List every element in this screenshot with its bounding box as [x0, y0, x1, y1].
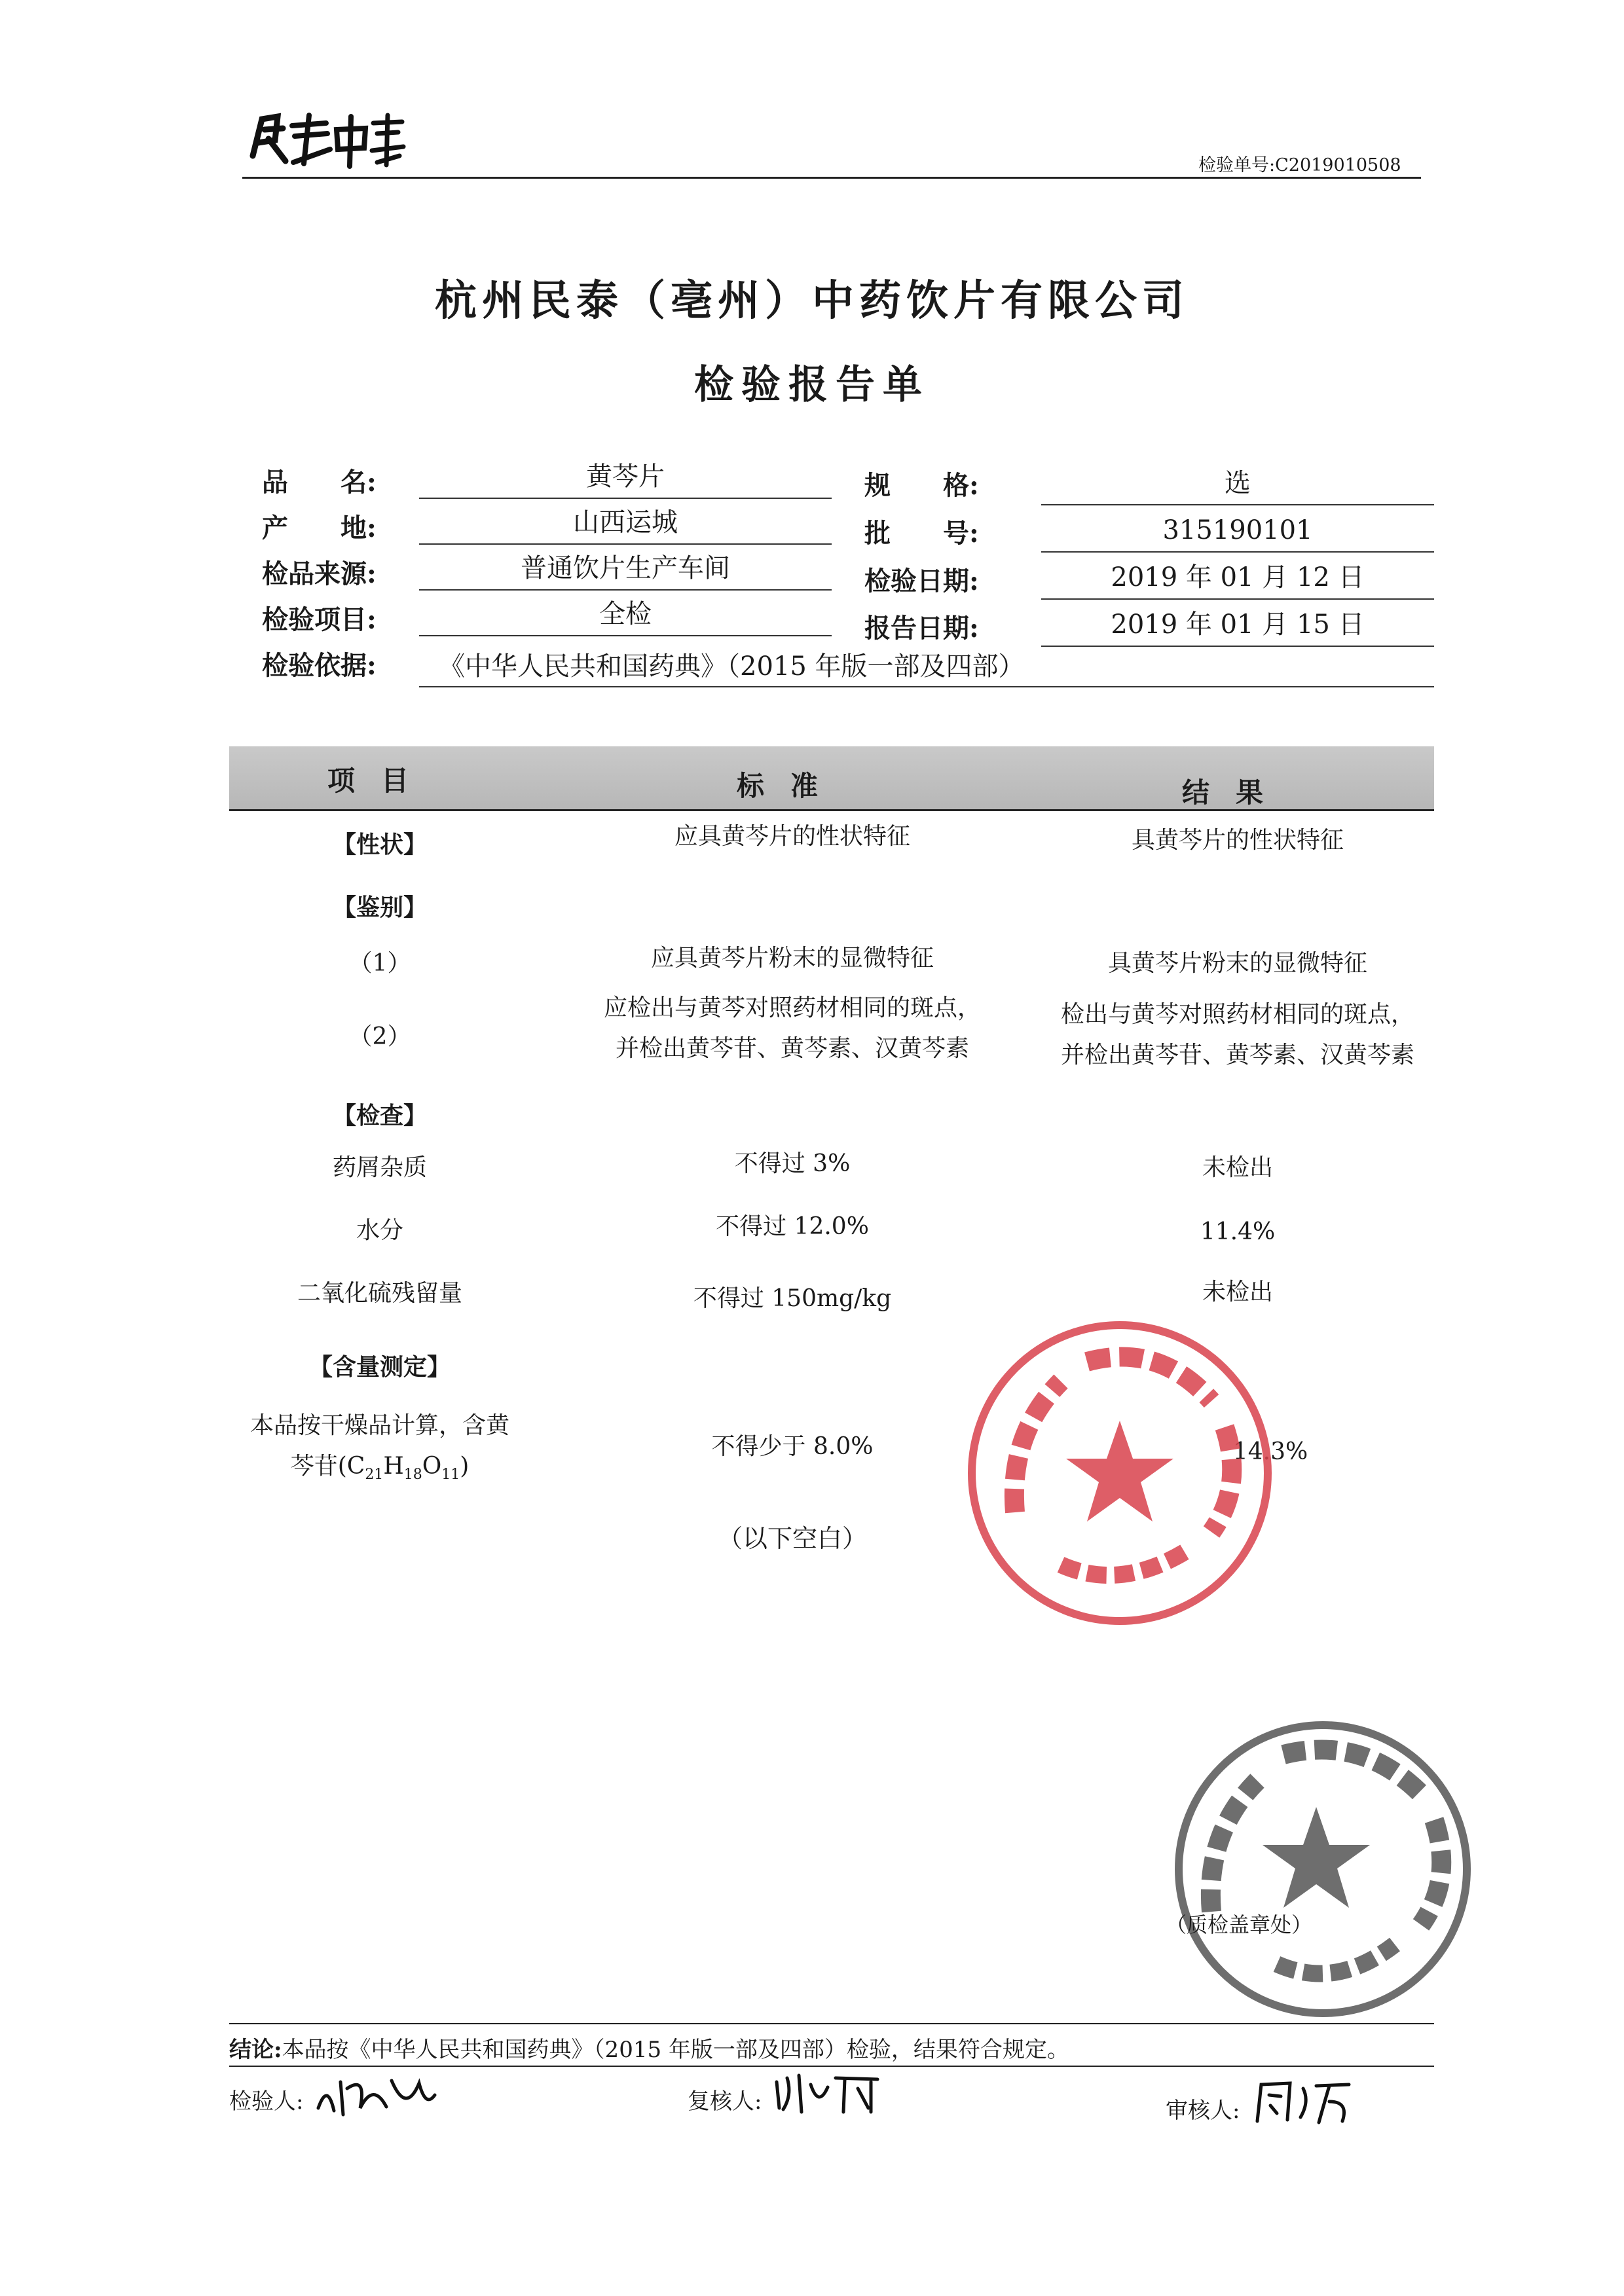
product-name-label: 品 名: — [262, 467, 377, 498]
section-inspection: 【检查】 — [332, 1102, 427, 1129]
item-value: 全检 — [419, 596, 832, 636]
inspection-row-result: 11.4% — [1200, 1218, 1276, 1245]
character-standard: 应具黄芩片的性状特征 — [674, 823, 910, 850]
inspection-row-item: 药屑杂质 — [332, 1154, 427, 1181]
identification-2-standard-line2: 并检出黄芩苷、黄芩素、汉黄芩素 — [615, 1035, 969, 1062]
approver-label: 审核人: — [1166, 2098, 1240, 2124]
identification-1-result: 具黄芩片粉末的显微特征 — [1107, 950, 1367, 977]
assay-item-line2 — [223, 1446, 537, 1496]
stamp-note: （质检盖章处） — [1166, 1912, 1313, 1937]
assay-formula-sub: 21 — [365, 1467, 384, 1484]
footer-rule-bottom — [229, 2066, 1434, 2067]
inspector-signature — [314, 2069, 439, 2124]
test-date-label: 检验日期: — [864, 566, 979, 596]
inspector-label: 检验人: — [229, 2088, 304, 2115]
origin-label: 产 地: — [262, 513, 377, 543]
report-number — [1198, 151, 1401, 176]
inspection-row-standard: 不得过 3% — [734, 1150, 851, 1177]
report-date-label: 报告日期: — [864, 613, 979, 644]
basis-value: 《中华人民共和国药典》（2015 年版一部及四部） — [419, 648, 1434, 687]
item-label: 检验项目: — [262, 604, 377, 635]
quality-seal — [963, 1316, 1277, 1630]
assay-formula-prefix: 芩苷(C — [290, 1453, 365, 1480]
reviewer-label: 复核人: — [688, 2088, 762, 2115]
document-title: 检验报告单 — [694, 362, 930, 408]
identification-1-label: （1） — [348, 950, 411, 977]
section-character: 【性状】 — [332, 831, 427, 858]
spec-value: 选 — [1041, 465, 1434, 505]
report-date-value: 2019 年 01 月 15 日 — [1041, 606, 1434, 647]
footer-rule-top — [229, 2023, 1434, 2024]
assay-standard: 不得少于 8.0% — [711, 1433, 874, 1460]
identification-1-standard: 应具黄芩片粉末的显微特征 — [650, 945, 934, 972]
assay-result: 14.3% — [1232, 1438, 1308, 1465]
inspection-row-result: 未检出 — [1202, 1279, 1273, 1305]
company-name: 杭州民泰（亳州）中药饮片有限公司 — [435, 276, 1189, 325]
col-header-item: 项目 — [327, 765, 435, 797]
identification-2-label: （2） — [348, 1023, 411, 1050]
section-identification: 【鉴别】 — [332, 894, 427, 921]
blank-note: （以下空白） — [717, 1524, 867, 1553]
identification-2-result-line2: 并检出黄芩苷、黄芩素、汉黄芩素 — [1060, 1042, 1414, 1068]
assay-formula-element: H — [383, 1453, 404, 1480]
assay-formula-element: O — [422, 1453, 442, 1480]
assay-formula-sub: 11 — [441, 1467, 460, 1484]
inspection-row-item: 水分 — [356, 1217, 403, 1244]
approver-signature — [1251, 2075, 1356, 2130]
reviewer-signature — [773, 2069, 884, 2117]
header-rule — [242, 177, 1421, 179]
inspection-row-item: 二氧化硫残留量 — [297, 1280, 462, 1307]
origin-value: 山西运城 — [419, 504, 832, 545]
assay-formula-suffix: ) — [460, 1453, 470, 1480]
identification-2-standard-line1: 应检出与黄芩对照药材相同的斑点， — [603, 994, 981, 1021]
conclusion-text: 本品按《中华人民共和国药典》（2015 年版一部及四部）检验，结果符合规定。 — [282, 2037, 1069, 2063]
source-value: 普通饮片生产车间 — [419, 550, 832, 591]
col-header-standard: 标准 — [737, 770, 845, 802]
assay-item-line1: 本品按干燥品计算，含黄 — [249, 1412, 509, 1439]
col-header-result: 结果 — [1182, 776, 1290, 809]
test-date-value: 2019 年 01 月 12 日 — [1041, 559, 1434, 600]
section-assay: 【含量测定】 — [308, 1353, 451, 1381]
conclusion-label: 结论: — [229, 2037, 282, 2063]
batch-value: 315190101 — [1041, 512, 1434, 553]
batch-label: 批 号: — [864, 518, 979, 549]
source-label: 检品来源: — [262, 558, 377, 589]
basis-label: 检验依据: — [262, 650, 377, 681]
report-number-label: 检验单号: — [1198, 155, 1276, 175]
inspection-row-standard: 不得过 12.0% — [716, 1213, 869, 1240]
assay-formula-sub: 18 — [403, 1467, 422, 1484]
conclusion — [229, 2032, 1069, 2064]
spec-label: 规 格: — [864, 470, 979, 501]
product-name-value: 黄芩片 — [419, 458, 832, 499]
inspection-row-result: 未检出 — [1202, 1154, 1273, 1181]
report-number-value: C2019010508 — [1275, 155, 1401, 175]
character-result: 具黄芩片的性状特征 — [1131, 827, 1344, 854]
identification-2-result-line1: 检出与黄芩对照药材相同的斑点， — [1060, 1001, 1414, 1028]
inspection-row-standard: 不得过 150mg/kg — [693, 1285, 892, 1312]
company-logo — [249, 110, 406, 170]
inspection-seal — [1166, 1715, 1480, 2023]
